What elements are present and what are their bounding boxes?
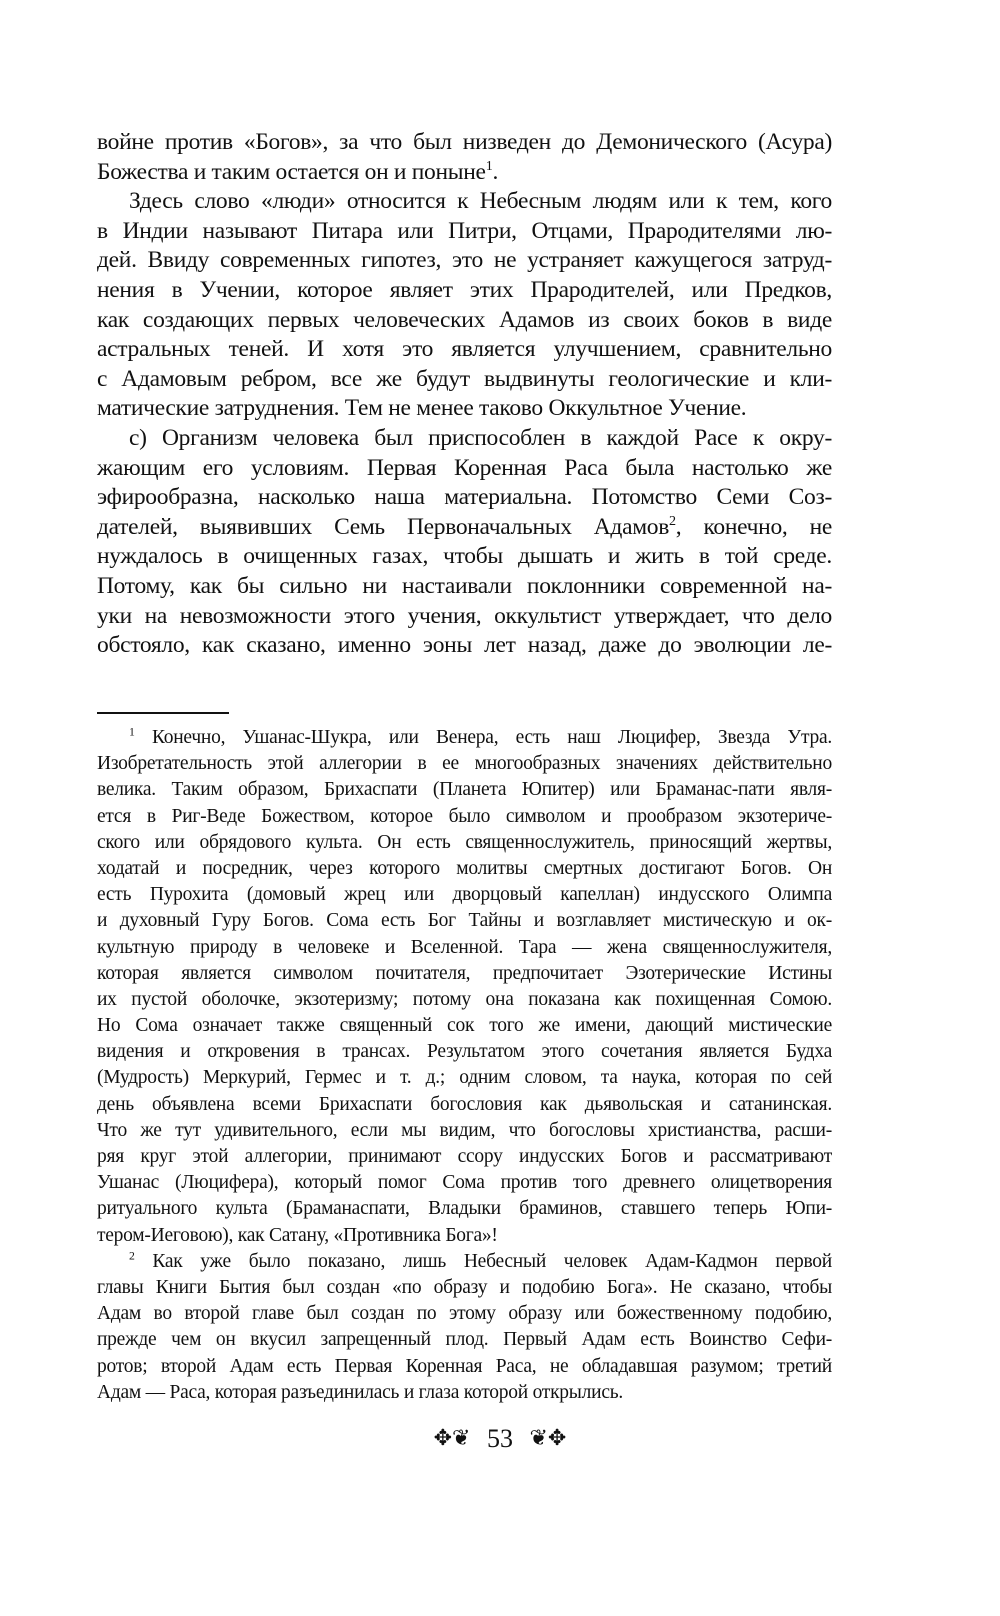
footnote-line <box>97 882 832 908</box>
main-text <box>97 128 832 661</box>
text-line <box>97 335 832 365</box>
text-line <box>97 513 832 543</box>
line-text: в Индии называют Питара или Питри, Отцами, Прародителями лю- <box>97 217 832 244</box>
footnote-line <box>97 1354 832 1380</box>
footnote-line <box>97 1065 832 1091</box>
line-text: Как уже было показано, лишь Небесный человек Адам-Кадмон первой <box>134 1250 832 1272</box>
text-line <box>97 217 832 247</box>
page-number: 53 <box>487 1424 513 1453</box>
footnotes <box>97 725 832 1406</box>
footnote-line <box>97 830 832 856</box>
line-text: Божества и таким остается он и поныне <box>97 158 486 185</box>
line-text: ского или обрядового культа. Он есть священнослужитель, приносящий жертвы, <box>97 831 832 853</box>
text-line <box>97 572 832 602</box>
line-text: с Адамовым ребром, все же будут выдвинуты геологические и кли- <box>97 365 832 392</box>
line-text: дателей, выявивших Семь Первоначальных Адамов <box>97 513 670 540</box>
line-text: обстояло, как сказано, именно эоны лет назад, даже до эволюции ле- <box>97 632 832 659</box>
line-text: Здесь слово «люди» относится к Небесным людям или к тем, кого <box>129 188 832 215</box>
line-text: . <box>492 158 499 185</box>
footnote-line <box>97 1013 832 1039</box>
line-text: видения и откровения в трансах. Результатом этого сочетания является Будха <box>97 1041 832 1063</box>
line-text: Адам во второй главе был создан по этому образу или божественному подобию, <box>97 1303 832 1325</box>
line-text: главы Книги Бытия был создан «по образу и подобию Бога». Не сказано, чтобы <box>97 1276 832 1298</box>
footnote-line <box>97 935 832 961</box>
line-text: велика. Таким образом, Брихаспати (Планета Юпитер) или Браманас-пати явля- <box>97 779 832 801</box>
footnote-line <box>97 1275 832 1301</box>
footnote-line <box>97 1118 832 1144</box>
line-text: Но Сома означает также священный сок того же имени, дающий мистические <box>97 1015 832 1037</box>
line-text: уки на невозможности этого учения, оккультист утверждает, что дело <box>97 602 832 629</box>
line-text: с) Организм человека был приспособлен в каждой Расе к окру- <box>129 424 832 451</box>
page-footer <box>0 1424 1000 1454</box>
line-text: Изобретательность этой аллегории в ее многообразных значениях действительно <box>97 753 832 775</box>
text-line <box>97 424 832 454</box>
fleuron-left-icon: ✥❦ <box>433 1425 471 1450</box>
text-line <box>97 187 832 217</box>
line-text: астральных теней. И хотя это является улучшением, сравнительно <box>97 336 832 363</box>
footnote-line <box>97 751 832 777</box>
line-text: , конечно, не <box>675 513 832 540</box>
line-text: ходатай и посредник, через которого молитвы смертных достигают Богов. Он <box>97 857 832 879</box>
footnote-number: 2 <box>129 1249 135 1263</box>
footnote-separator <box>97 712 229 714</box>
footnote-line <box>97 1039 832 1065</box>
footnote-reference[interactable]: 1 <box>485 157 493 174</box>
text-line <box>97 158 832 188</box>
footnote-line <box>97 856 832 882</box>
footnote-line <box>97 1196 832 1222</box>
footnote-line <box>97 1380 832 1406</box>
fleuron-right-icon: ❦✥ <box>529 1425 567 1450</box>
footnote-line <box>97 777 832 803</box>
line-text: ритуального культа (Браманаспати, Владыки браминов, ставшего теперь Юпи- <box>97 1198 832 1220</box>
line-text: и духовный Гуру Богов. Сома есть Бог Тайны и возглавляет мистическую и ок- <box>97 910 832 932</box>
footnote-number: 1 <box>129 725 135 739</box>
footnote-line <box>97 1223 832 1249</box>
footnote-line <box>97 1144 832 1170</box>
line-text: тером-Иеговою), как Сатану, «Противника Бога»! <box>97 1224 498 1246</box>
line-text: войне против «Богов», за что был низведен до Демонического (Асура) <box>97 129 832 155</box>
line-text: нения в Учении, которое являет этих Прародителей, или Предков, <box>97 276 832 303</box>
line-text: Потому, как бы сильно ни настаивали поклонники современной на- <box>97 572 832 599</box>
line-text: жающим его условиям. Первая Коренная Раса была настолько же <box>97 454 832 481</box>
footnote-line <box>97 1249 832 1275</box>
text-line <box>97 483 832 513</box>
line-text: ется в Риг-Веде Божеством, которое было символом и прообразом экзотериче- <box>97 805 832 827</box>
footnote-line <box>97 725 832 751</box>
text-line <box>97 631 832 661</box>
footnote-line <box>97 804 832 830</box>
footnote-line <box>97 1327 832 1353</box>
footnote-line <box>97 1092 832 1118</box>
line-text: день объявлена всеми Брихаспати богословия как дьявольская и сатанинская. <box>97 1093 832 1115</box>
line-text: дей. Ввиду современных гипотез, это не устраняет кажущегося затруд- <box>97 247 832 274</box>
text-line <box>97 246 832 276</box>
line-text: ряя круг этой аллегории, принимают ссору индусских Богов и рассматривают <box>97 1146 832 1167</box>
footnote-line <box>97 961 832 987</box>
line-text: нуждалось в очищенных газах, чтобы дышать и жить в той среде. <box>97 543 832 570</box>
footnote-line <box>97 987 832 1013</box>
text-line <box>97 365 832 395</box>
text-line <box>97 128 832 158</box>
text-line <box>97 542 832 572</box>
line-text: Адам — Раса, которая разъединилась и глаза которой открылись. <box>97 1381 623 1403</box>
line-text: эфирообразна, насколько наша материальна. Потомство Семи Соз- <box>97 484 832 511</box>
line-text: Ушанас (Люцифера), который помог Сома против того древнего олицетворения <box>97 1172 832 1194</box>
footnote-line <box>97 1301 832 1327</box>
text-line <box>97 306 832 336</box>
line-text: которая является символом почитателя, предпочитает Эзотерические Истины <box>97 962 832 984</box>
line-text: их пустой оболочке, экзотеризму; потому она показана как похищенная Сомою. <box>97 988 832 1010</box>
footnote-line <box>97 908 832 934</box>
line-text: ротов; второй Адам есть Первая Коренная Раса, не обладавшая разумом; третий <box>97 1355 832 1377</box>
line-text: матические затруднения. Тем не менее таково Оккультное Учение. <box>97 395 747 422</box>
line-text: культную природу в человеке и Вселенной. Тара — жена священнослужителя, <box>97 936 832 958</box>
text-line <box>97 394 832 424</box>
line-text: Что же тут удивительного, если мы видим, что богословы христианства, расши- <box>97 1119 832 1141</box>
line-text: есть Пурохита (домовый жрец или дворцовый капеллан) индусского Олимпа <box>97 884 832 906</box>
footnote-line <box>97 1170 832 1196</box>
line-text: прежде чем он вкусил запрещенный плод. Первый Адам есть Воинство Сефи- <box>97 1329 832 1351</box>
line-text: как создающих первых человеческих Адамов из своих боков в виде <box>97 306 832 333</box>
line-text: Конечно, Ушанас-Шукра, или Венера, есть наш Люцифер, Звезда Утра. <box>134 727 832 748</box>
text-line <box>97 276 832 306</box>
footnote-reference[interactable]: 2 <box>669 512 676 529</box>
line-text: (Мудрость) Меркурий, Гермес и т. д.; одним словом, та наука, которая по сей <box>97 1067 832 1089</box>
text-line <box>97 602 832 632</box>
text-line <box>97 454 832 484</box>
